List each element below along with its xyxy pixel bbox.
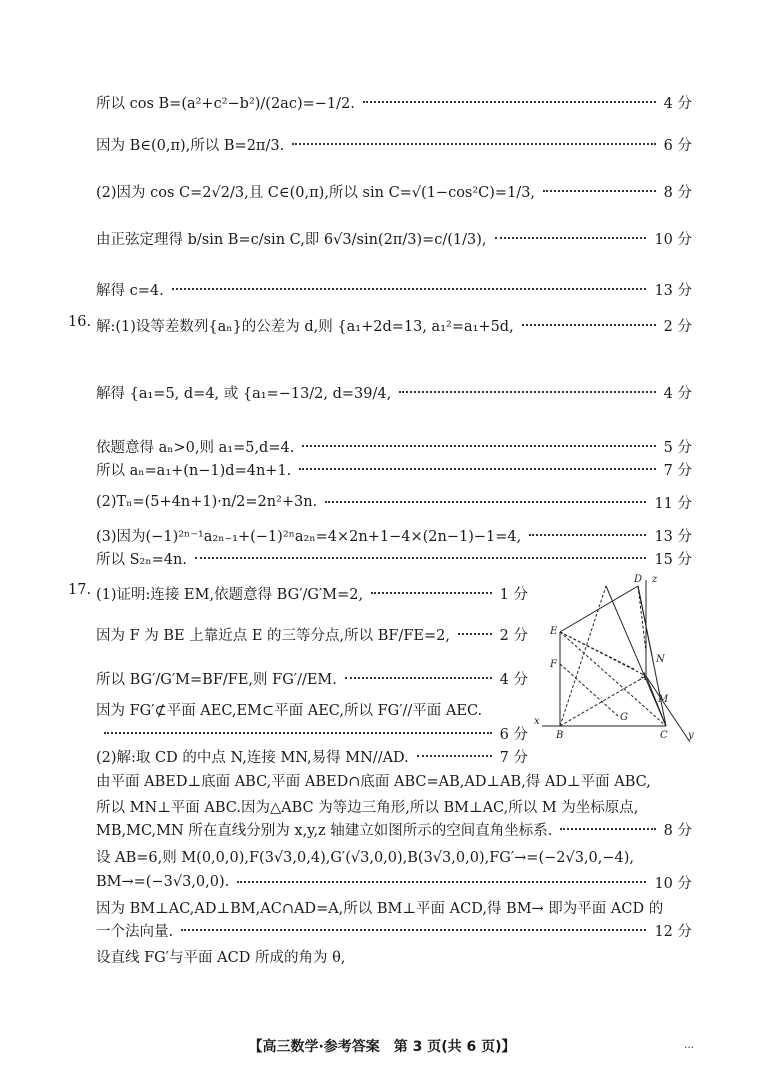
label-M: M: [658, 694, 669, 705]
solution-line: (2)因为 cos C=2√2/3,且 C∈(0,π),所以 sin C=√(1−cos²C)=1/3, 8 分: [96, 180, 692, 202]
score: 4 分: [663, 95, 692, 112]
solution-line: 因为 B∈(0,π),所以 B=2π/3. 6 分: [96, 133, 692, 155]
score: 12 分: [654, 923, 692, 940]
solution-line: (2)Tₙ=(5+4n+1)·n/2=2n²+3n. 11 分: [96, 491, 692, 513]
score: 8 分: [663, 184, 692, 201]
solution-text: 因为 FG′⊄平面 AEC,EM⊂平面 AEC,所以 FG′//平面 AEC.: [96, 703, 483, 719]
label-B: B: [556, 730, 564, 741]
score: 10 分: [654, 231, 692, 248]
score: 8 分: [663, 822, 692, 839]
page-footer: 【高三数学·参考答案 第 3 页(共 6 页)】: [248, 1039, 516, 1055]
solution-line: (1)证明:连接 EM,依题意得 BG′/G′M=2, 1 分: [96, 582, 528, 604]
score: 4 分: [663, 385, 692, 402]
score: 5 分: [663, 439, 692, 456]
solution-line: 解得 {a₁=5, d=4, 或 {a₁=−13/2, d=39/4, 4 分: [96, 381, 692, 403]
solution-text: 因为 BM⊥AC,AD⊥BM,AC∩AD=A,所以 BM⊥平面 ACD,得 BM→ 即为平面 ACD 的: [96, 901, 664, 917]
geometry-figure: [528, 570, 698, 745]
score: 11 分: [654, 495, 692, 512]
solution-line: 所以 S₂ₙ=4n. 15 分: [96, 547, 692, 569]
score: 13 分: [654, 282, 692, 299]
solution-line: 解:(1)设等差数列{aₙ}的公差为 d,则 {a₁+2d=13, a₁²=a₁+5d, 2 分: [96, 314, 692, 336]
score: 4 分: [499, 671, 528, 688]
score: 7 分: [663, 462, 692, 479]
solution-line: (2)解:取 CD 的中点 N,连接 MN,易得 MN//AD. 7 分: [96, 745, 528, 767]
solution-line: BM→=(−3√3,0,0). 10 分: [96, 871, 692, 893]
solution-text: 设 AB=6,则 M(0,0,0),F(3√3,0,4),G′(√3,0,0),B(3√3,0,0),FG′→=(−2√3,0,−4),: [96, 850, 635, 866]
label-D: D: [634, 574, 643, 585]
label-x: x: [534, 716, 540, 727]
corner-mark: …: [684, 1040, 694, 1051]
label-y: y: [688, 730, 694, 741]
score: 2 分: [663, 318, 692, 335]
label-C: C: [660, 730, 668, 741]
problem-17-number: 17.: [68, 582, 92, 598]
score: 7 分: [499, 749, 528, 766]
solution-line: 所以 BG′/G′M=BF/FE,则 FG′//EM. 4 分: [96, 667, 528, 689]
solution-line: MB,MC,MN 所在直线分别为 x,y,z 轴建立如图所示的空间直角坐标系. 8 分: [96, 818, 692, 840]
solution-line: (3)因为(−1)²ⁿ⁻¹a₂ₙ₋₁+(−1)²ⁿa₂ₙ=4×2n+1−4×(2n−1)−1=4, 13 分: [96, 524, 692, 546]
solution-line: 一个法向量. 12 分: [96, 919, 692, 941]
label-E: E: [550, 626, 558, 637]
solution-text: 设直线 FG′与平面 ACD 所成的角为 θ,: [96, 950, 346, 966]
score: 15 分: [654, 551, 692, 568]
solution-line: 由正弦定理得 b/sin B=c/sin C,即 6√3/sin(2π/3)=c/(1/3), 10 分: [96, 227, 692, 249]
solution-line: [96, 722, 528, 744]
label-G: G: [620, 712, 628, 723]
label-A: A: [640, 672, 648, 683]
solution-line: 因为 F 为 BE 上靠近点 E 的三等分点,所以 BF/FE=2, 2 分: [96, 623, 528, 645]
problem-16-number: 16.: [68, 314, 92, 330]
solution-text: 由平面 ABED⊥底面 ABC,平面 ABED∩底面 ABC=AB,AD⊥AB,得 AD⊥平面 ABC,: [96, 774, 651, 790]
solution-text: 所以 MN⊥平面 ABC.因为△ABC 为等边三角形,所以 BM⊥AC,所以 M 为坐标原点,: [96, 800, 639, 816]
score: 10 分: [654, 875, 692, 892]
score: 13 分: [654, 528, 692, 545]
label-N: N: [656, 654, 665, 665]
solution-line: 解得 c=4. 13 分: [96, 278, 692, 300]
label-F: F: [550, 659, 557, 670]
score: 2 分: [499, 627, 528, 644]
solution-line: 所以 cos B=(a²+c²−b²)/(2ac)=−1/2. 4 分: [96, 91, 692, 113]
solution-line: 所以 aₙ=a₁+(n−1)d=4n+1. 7 分: [96, 458, 692, 480]
score: 6 分: [499, 726, 528, 743]
solution-line: 依题意得 aₙ>0,则 a₁=5,d=4. 5 分: [96, 435, 692, 457]
label-z: z: [652, 574, 658, 585]
score: 1 分: [499, 586, 528, 603]
score: 6 分: [663, 137, 692, 154]
